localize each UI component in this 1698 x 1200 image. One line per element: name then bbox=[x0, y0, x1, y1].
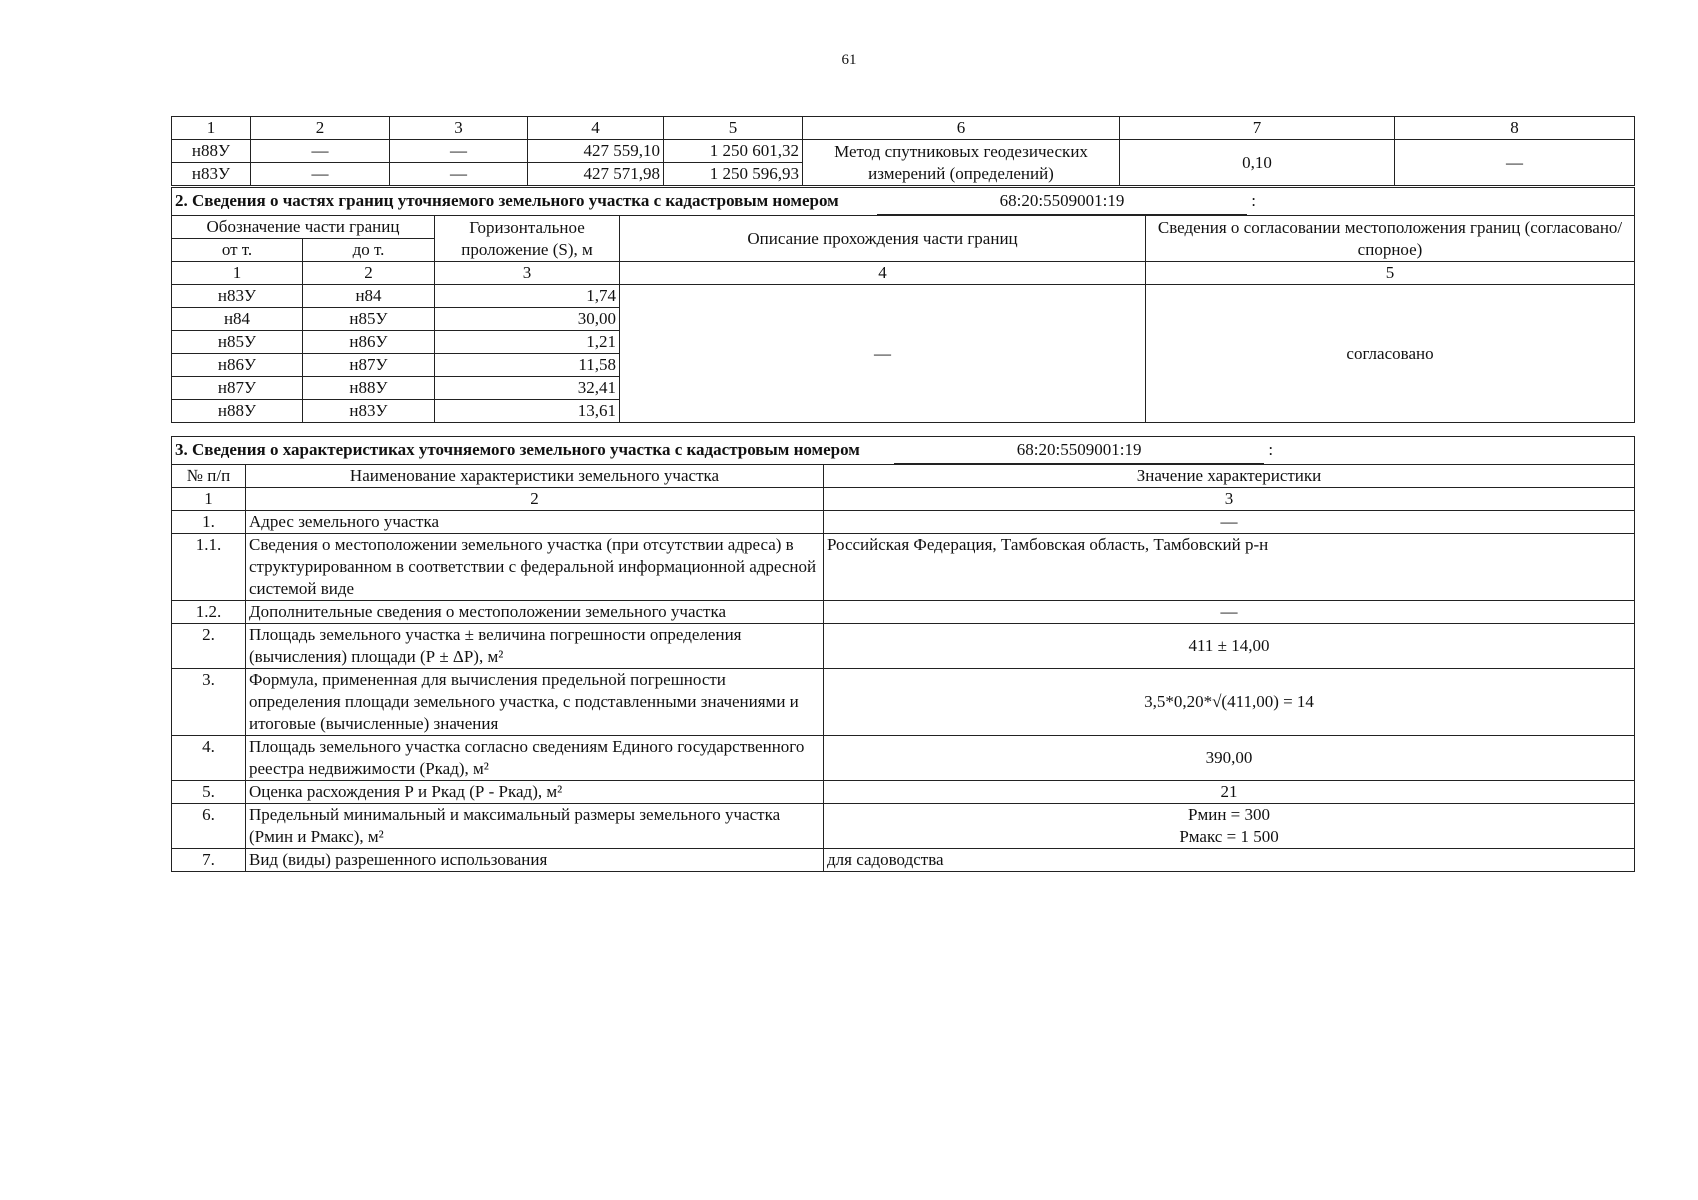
section-2-title bbox=[172, 188, 1635, 216]
section-3-title-text: 3. Сведения о характеристиках уточняемого земельного участка с кадастровым номером bbox=[175, 440, 860, 459]
agreement-cell: согласовано bbox=[1146, 285, 1635, 423]
column-number: 4 bbox=[620, 262, 1146, 285]
row-value: — bbox=[824, 511, 1635, 534]
accuracy-cell: 0,10 bbox=[1120, 140, 1395, 186]
header-row bbox=[172, 216, 1635, 239]
coord-x: 427 571,98 bbox=[528, 163, 664, 186]
column-number: 3 bbox=[435, 262, 620, 285]
distance: 11,58 bbox=[435, 354, 620, 377]
table-row bbox=[172, 285, 1635, 308]
boundary-parts-table bbox=[171, 187, 1635, 423]
column-number-row bbox=[172, 262, 1635, 285]
row-name: Площадь земельного участка ± величина погрешности определения (вычисления) площади (Р ± ΔР), м² bbox=[246, 624, 824, 669]
table-row bbox=[172, 534, 1635, 601]
row-value: 21 bbox=[824, 781, 1635, 804]
table-row bbox=[172, 601, 1635, 624]
point-name: н88У bbox=[172, 140, 251, 163]
point-from: н84 bbox=[172, 308, 303, 331]
coord-y: 1 250 601,32 bbox=[664, 140, 803, 163]
row-value bbox=[824, 804, 1635, 849]
column-number: 3 bbox=[824, 488, 1635, 511]
row-name: Вид (виды) разрешенного использования bbox=[246, 849, 824, 872]
row-value: 390,00 bbox=[824, 736, 1635, 781]
distance: 32,41 bbox=[435, 377, 620, 400]
column-number-row bbox=[172, 488, 1635, 511]
cell: — bbox=[390, 140, 528, 163]
header-description: Описание прохождения части границ bbox=[620, 216, 1146, 262]
point-to: н87У bbox=[303, 354, 435, 377]
row-num: 7. bbox=[172, 849, 246, 872]
distance: 13,61 bbox=[435, 400, 620, 423]
cadastral-number: 68:20:5509001:19 bbox=[877, 188, 1247, 215]
point-from: н87У bbox=[172, 377, 303, 400]
row-num: 1.1. bbox=[172, 534, 246, 601]
header-row bbox=[172, 465, 1635, 488]
row-num: 6. bbox=[172, 804, 246, 849]
header-from: от т. bbox=[172, 239, 303, 262]
row-value: Российская Федерация, Тамбовская область, Тамбовский р-н bbox=[824, 534, 1635, 601]
point-to: н86У bbox=[303, 331, 435, 354]
point-name: н83У bbox=[172, 163, 251, 186]
column-number: 2 bbox=[246, 488, 824, 511]
distance: 1,74 bbox=[435, 285, 620, 308]
header-parts: Обозначение части границ bbox=[172, 216, 435, 239]
header-cell: 8 bbox=[1395, 117, 1635, 140]
header-name: Наименование характеристики земельного участка bbox=[246, 465, 824, 488]
header-cell: 6 bbox=[803, 117, 1120, 140]
point-to: н88У bbox=[303, 377, 435, 400]
header-cell: 5 bbox=[664, 117, 803, 140]
point-to: н84 bbox=[303, 285, 435, 308]
section-3-title bbox=[172, 437, 1635, 465]
characteristics-table bbox=[171, 436, 1635, 872]
coordinates-table bbox=[171, 116, 1635, 186]
column-number: 1 bbox=[172, 488, 246, 511]
point-from: н85У bbox=[172, 331, 303, 354]
table-row bbox=[172, 669, 1635, 736]
column-number: 2 bbox=[303, 262, 435, 285]
cell: — bbox=[251, 140, 390, 163]
row-num: 1.2. bbox=[172, 601, 246, 624]
row-name: Оценка расхождения Р и Ркад (Р - Ркад), м² bbox=[246, 781, 824, 804]
section-2-title-text: 2. Сведения о частях границ уточняемого земельного участка с кадастровым номером bbox=[175, 191, 839, 210]
point-from: н88У bbox=[172, 400, 303, 423]
page-number: 61 bbox=[841, 52, 857, 68]
row-name: Площадь земельного участка согласно сведениям Единого государственного реестра недвижимости (Ркад), м² bbox=[246, 736, 824, 781]
table-header-row bbox=[172, 117, 1635, 140]
header-cell: 7 bbox=[1120, 117, 1395, 140]
row-value: — bbox=[824, 601, 1635, 624]
header-cell: 3 bbox=[390, 117, 528, 140]
row-name: Адрес земельного участка bbox=[246, 511, 824, 534]
column-number: 1 bbox=[172, 262, 303, 285]
row-name: Формула, примененная для вычисления предельной погрешности определения площади земельного участка, с подставленными значениями и итоговые (вычисленные) значения bbox=[246, 669, 824, 736]
header-cell: 2 bbox=[251, 117, 390, 140]
header-cell: 1 bbox=[172, 117, 251, 140]
table-row bbox=[172, 736, 1635, 781]
cadastral-number: 68:20:5509001:19 bbox=[894, 437, 1264, 464]
point-from: н86У bbox=[172, 354, 303, 377]
row-num: 1. bbox=[172, 511, 246, 534]
cell: — bbox=[251, 163, 390, 186]
header-value: Значение характеристики bbox=[824, 465, 1635, 488]
row-num: 2. bbox=[172, 624, 246, 669]
row-name: Предельный минимальный и максимальный размеры земельного участка (Рмин и Рмакс), м² bbox=[246, 804, 824, 849]
row-value: 3,5*0,20*√(411,00) = 14 bbox=[824, 669, 1635, 736]
header-agreement: Сведения о согласовании местоположения границ (согласовано/спорное) bbox=[1146, 216, 1635, 262]
column-number: 5 bbox=[1146, 262, 1635, 285]
row-name: Дополнительные сведения о местоположении земельного участка bbox=[246, 601, 824, 624]
header-num: № п/п bbox=[172, 465, 246, 488]
colon: : bbox=[1251, 191, 1256, 210]
row-name: Сведения о местоположении земельного участка (при отсутствии адреса) в структурированном в соответствии с федеральной информационной адресной системой виде bbox=[246, 534, 824, 601]
row-value-min: Рмин = 300 bbox=[1188, 805, 1271, 824]
table-row bbox=[172, 804, 1635, 849]
table-row bbox=[172, 781, 1635, 804]
distance: 30,00 bbox=[435, 308, 620, 331]
col8-cell: — bbox=[1395, 140, 1635, 186]
row-num: 4. bbox=[172, 736, 246, 781]
method-cell: Метод спутниковых геодезических измерений (определений) bbox=[803, 140, 1120, 186]
description-cell: — bbox=[620, 285, 1146, 423]
table-row bbox=[172, 140, 1635, 163]
cell: — bbox=[390, 163, 528, 186]
point-from: н83У bbox=[172, 285, 303, 308]
table-row bbox=[172, 624, 1635, 669]
row-num: 5. bbox=[172, 781, 246, 804]
header-cell: 4 bbox=[528, 117, 664, 140]
row-value: для садоводства bbox=[824, 849, 1635, 872]
header-distance: Горизонтальное проложение (S), м bbox=[435, 216, 620, 262]
coord-y: 1 250 596,93 bbox=[664, 163, 803, 186]
point-to: н85У bbox=[303, 308, 435, 331]
point-to: н83У bbox=[303, 400, 435, 423]
header-to: до т. bbox=[303, 239, 435, 262]
distance: 1,21 bbox=[435, 331, 620, 354]
row-value-max: Рмакс = 1 500 bbox=[1179, 827, 1279, 846]
section-title-row bbox=[172, 188, 1635, 216]
coord-x: 427 559,10 bbox=[528, 140, 664, 163]
colon: : bbox=[1268, 440, 1274, 459]
row-num: 3. bbox=[172, 669, 246, 736]
row-value: 411 ± 14,00 bbox=[824, 624, 1635, 669]
table-row bbox=[172, 849, 1635, 872]
section-title-row bbox=[172, 437, 1635, 465]
table-row bbox=[172, 511, 1635, 534]
